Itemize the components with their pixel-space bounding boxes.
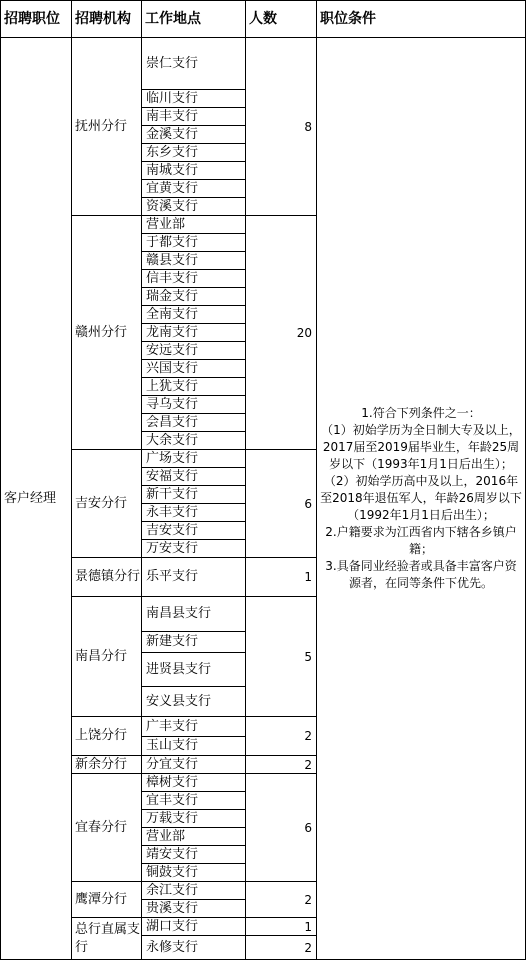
location-cell: 全南支行: [146, 306, 199, 322]
header-position: 招聘职位: [4, 11, 60, 27]
count-cell: 6: [304, 496, 312, 511]
location-cell: 大余支行: [146, 432, 199, 448]
count-cell: 1: [304, 919, 312, 934]
location-cell: 乐平支行: [146, 569, 199, 584]
location-cell: 分宜支行: [146, 756, 199, 772]
count-cell: 1: [304, 570, 312, 584]
location-cell: 万安支行: [146, 540, 199, 556]
org-cell: 宜春分行: [75, 819, 128, 835]
location-cell: 于都支行: [146, 234, 199, 250]
location-cell: 南丰支行: [146, 108, 199, 124]
header-location: 工作地点: [145, 11, 201, 27]
condition-line: 1.符合下列条件之一：: [361, 406, 481, 420]
location-cell: 进贤县支行: [146, 661, 212, 677]
position-cell: 客户经理: [4, 490, 57, 506]
count-cell: 5: [304, 649, 312, 664]
condition-line: （2）初始学历高中及以上，2016年至2018年退伍军人，年龄26周岁以下（1992年1月1日后出生）；: [320, 474, 522, 522]
location-cell: 安义县支行: [146, 693, 212, 709]
conditions-cell: [317, 38, 525, 959]
location-cell: 龙南支行: [146, 324, 199, 340]
location-cell: 万载支行: [146, 810, 199, 826]
location-cell: 永修支行: [146, 939, 199, 955]
location-cell: 广场支行: [146, 450, 199, 466]
count-cell: 2: [304, 757, 312, 772]
org-cell: 景德镇分行: [75, 569, 141, 584]
condition-line: 3.具备同业经验者或具备丰富客户资源者，在同等条件下优先。: [325, 559, 517, 590]
org-cell: 吉安分行: [75, 495, 128, 511]
header-conditions: 职位条件: [320, 11, 376, 27]
count-cell: 2: [304, 940, 312, 955]
location-cell: 永丰支行: [146, 504, 199, 520]
location-cell: 崇仁支行: [146, 55, 199, 71]
location-cell: 临川支行: [146, 90, 199, 106]
org-cell: 新余分行: [75, 756, 128, 772]
location-cell: 广丰支行: [146, 718, 199, 734]
location-cell: 安福支行: [146, 468, 199, 484]
conditions-text: [320, 405, 522, 592]
location-cell: 新建支行: [146, 634, 199, 649]
location-cell: 玉山支行: [146, 738, 199, 753]
location-cell: 铜鼓支行: [146, 864, 199, 880]
row-divider: [0, 0, 526, 1]
count-cell: 8: [304, 119, 312, 134]
location-cell: 吉安支行: [146, 522, 199, 538]
location-cell: 余江支行: [146, 882, 199, 898]
location-cell: 瑞金支行: [146, 288, 199, 304]
location-cell: 会昌支行: [146, 414, 199, 430]
count-cell: 20: [296, 325, 312, 340]
condition-line: 2.户籍要求为江西省内下辖各乡镇户籍；: [325, 525, 517, 556]
location-cell: 贵溪支行: [146, 900, 199, 916]
location-cell: 南昌县支行: [146, 606, 212, 621]
org-cell: 总行直属支行: [75, 921, 141, 955]
header-count: 人数: [249, 11, 277, 27]
header-org: 招聘机构: [75, 11, 131, 27]
location-cell: 营业部: [146, 216, 186, 232]
org-cell: 南昌分行: [75, 648, 128, 664]
count-cell: 2: [304, 729, 312, 743]
org-cell: 抚州分行: [75, 118, 128, 134]
location-cell: 东乡支行: [146, 144, 199, 160]
location-cell: 樟树支行: [146, 774, 199, 790]
count-cell: 2: [304, 892, 312, 907]
location-cell: 安远支行: [146, 342, 199, 358]
location-cell: 资溪支行: [146, 198, 199, 214]
location-cell: 寻乌支行: [146, 396, 199, 412]
location-cell: 靖安支行: [146, 846, 199, 862]
location-cell: 赣县支行: [146, 252, 199, 268]
org-cell: 鹰潭分行: [75, 891, 128, 907]
location-cell: 宜丰支行: [146, 792, 199, 808]
location-cell: 湖口支行: [146, 918, 199, 934]
org-cell: 赣州分行: [75, 324, 128, 340]
org-cell: 上饶分行: [75, 728, 128, 743]
location-cell: 金溪支行: [146, 126, 199, 142]
location-cell: 上犹支行: [146, 378, 199, 394]
location-cell: 兴国支行: [146, 360, 199, 376]
count-cell: 6: [304, 820, 312, 835]
location-cell: 营业部: [146, 828, 186, 844]
location-cell: 南城支行: [146, 162, 199, 178]
location-cell: 信丰支行: [146, 270, 199, 286]
condition-line: （1）初始学历为全日制大专及以上，2017届至2019届毕业生，年龄25周岁以下（1993年1月1日后出生）；: [321, 423, 521, 471]
location-cell: 宜黄支行: [146, 180, 199, 196]
location-cell: 新干支行: [146, 486, 199, 502]
